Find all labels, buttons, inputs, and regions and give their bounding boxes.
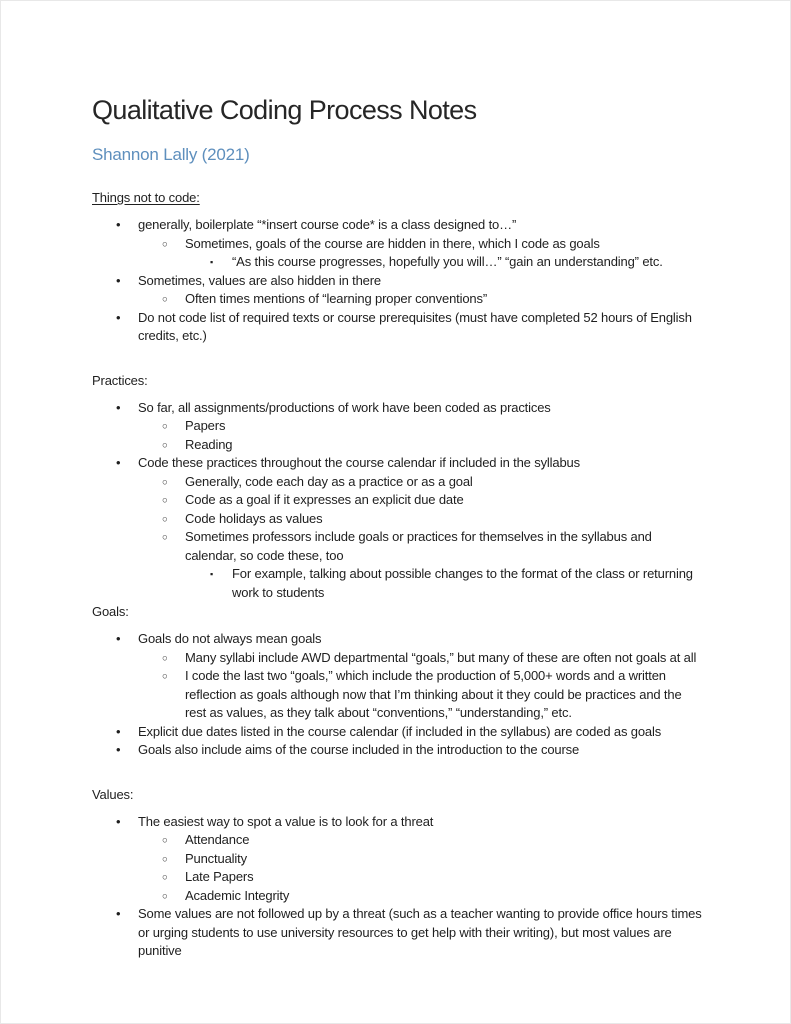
section-heading: Values: xyxy=(92,786,134,802)
list-item xyxy=(92,399,704,418)
section-heading: Goals: xyxy=(92,604,129,619)
list-item xyxy=(92,290,704,309)
list-item-text: For example, talking about possible changes to the format of the class or returning work to students xyxy=(232,566,693,600)
doc-section xyxy=(92,189,704,346)
list-item-text: Papers xyxy=(185,418,226,433)
bullet-disc-icon: • xyxy=(116,309,121,325)
list-item xyxy=(92,216,704,235)
bullet-circle-icon: ○ xyxy=(162,513,168,525)
bullet-disc-icon: • xyxy=(116,906,121,921)
bullet-circle-icon: ○ xyxy=(162,835,168,846)
list-item-text: Late Papers xyxy=(185,869,254,884)
doc-section xyxy=(92,786,704,961)
list-item-text: Code as a goal if it expresses an explicit due date xyxy=(185,492,464,507)
list-item-text: Punctuality xyxy=(185,850,247,866)
bullet-disc-icon: • xyxy=(116,272,121,288)
bullet-circle-icon: ○ xyxy=(162,238,168,250)
list-item xyxy=(92,905,704,961)
section-heading: Things not to code: xyxy=(92,190,200,205)
list-item xyxy=(92,473,704,492)
list-item-text: Some values are not followed up by a threat (such as a teacher wanting to provide office hours times or urging students to use university resources to get help with their writing), but most values are punitive xyxy=(138,906,702,958)
document-title: Qualitative Coding Process Notes xyxy=(92,95,477,125)
bullet-circle-icon: ○ xyxy=(162,853,168,865)
bullet-circle-icon: ○ xyxy=(162,439,168,451)
list-item xyxy=(92,309,704,346)
bullet-list xyxy=(92,630,704,760)
list-item-text: Often times mentions of “learning proper conventions” xyxy=(185,291,488,306)
list-item xyxy=(92,253,704,272)
doc-section xyxy=(92,603,704,760)
section-heading: Practices: xyxy=(92,372,148,388)
bullet-list xyxy=(92,399,704,603)
bullet-circle-icon: ○ xyxy=(162,890,168,902)
bullet-disc-icon: • xyxy=(116,455,121,470)
list-item xyxy=(92,868,704,887)
bullet-list xyxy=(92,216,704,346)
bullet-circle-icon: ○ xyxy=(162,532,168,543)
bullet-square-icon: ▪ xyxy=(210,257,214,267)
list-item-text: So far, all assignments/productions of work have been coded as practices xyxy=(138,399,551,415)
list-item-text: Academic Integrity xyxy=(185,887,290,903)
list-item-text: Do not code list of required texts or course prerequisites (must have completed 52 hours of English credits, etc.) xyxy=(138,309,692,343)
list-item-text: Reading xyxy=(185,436,233,452)
list-item xyxy=(92,649,704,668)
bullet-circle-icon: ○ xyxy=(162,421,168,432)
list-item-text: Sometimes professors include goals or practices for themselves in the syllabus and calendar, so code these, too xyxy=(185,529,652,563)
list-item-text: Code these practices throughout the course calendar if included in the syllabus xyxy=(138,455,580,470)
bullet-circle-icon: ○ xyxy=(162,872,168,883)
list-item xyxy=(92,454,704,473)
list-item xyxy=(92,272,704,291)
bullet-square-icon: ▪ xyxy=(210,569,214,579)
list-item-text: The easiest way to spot a value is to look for a threat xyxy=(138,813,434,829)
document-author: Shannon Lally (2021) xyxy=(92,145,250,164)
list-item xyxy=(92,887,704,906)
bullet-disc-icon: • xyxy=(116,217,121,232)
list-item xyxy=(92,436,704,455)
list-item xyxy=(92,741,704,760)
list-item-text: Explicit due dates listed in the course calendar (if included in the syllabus) are coded as goals xyxy=(138,723,662,739)
sections xyxy=(92,189,704,961)
list-item xyxy=(92,417,704,436)
list-item-text: Many syllabi include AWD departmental “goals,” but many of these are often not goals at all xyxy=(185,649,697,665)
bullet-list xyxy=(92,813,704,961)
list-item-text: Sometimes, values are also hidden in there xyxy=(138,272,382,288)
list-item xyxy=(92,565,704,602)
bullet-circle-icon: ○ xyxy=(162,294,168,305)
bullet-disc-icon: • xyxy=(116,723,121,739)
list-item xyxy=(92,630,704,649)
bullet-disc-icon: • xyxy=(116,813,121,829)
bullet-circle-icon: ○ xyxy=(162,671,168,682)
list-item-text: Goals also include aims of the course included in the introduction to the course xyxy=(138,742,580,757)
list-item xyxy=(92,831,704,850)
list-item-text: Sometimes, goals of the course are hidden in there, which I code as goals xyxy=(185,235,600,251)
bullet-disc-icon: • xyxy=(116,742,121,757)
list-item-text: Generally, code each day as a practice or as a goal xyxy=(185,473,473,489)
doc-section xyxy=(92,372,704,603)
list-item xyxy=(92,667,704,723)
list-item xyxy=(92,813,704,832)
bullet-circle-icon: ○ xyxy=(162,652,168,664)
list-item xyxy=(92,510,704,529)
list-item-text: Goals do not always mean goals xyxy=(138,631,322,646)
bullet-disc-icon: • xyxy=(116,631,121,646)
list-item xyxy=(92,850,704,869)
bullet-circle-icon: ○ xyxy=(162,495,168,506)
bullet-disc-icon: • xyxy=(116,399,121,415)
list-item-text: I code the last two “goals,” which include the production of 5,000+ words and a written reflection as goals although now that I’m thinking about it they could be practices and the rest as values, as they talk about “conventions,” “understanding,” etc. xyxy=(185,668,682,720)
list-item-text: Attendance xyxy=(185,832,250,847)
list-item xyxy=(92,491,704,510)
list-item xyxy=(92,235,704,254)
list-item-text: generally, boilerplate “*insert course code* is a class designed to…” xyxy=(138,217,517,232)
list-item-text: “As this course progresses, hopefully you will…” “gain an understanding” etc. xyxy=(232,254,663,269)
list-item-text: Code holidays as values xyxy=(185,510,323,526)
list-item xyxy=(92,528,704,565)
bullet-circle-icon: ○ xyxy=(162,476,168,488)
list-item xyxy=(92,723,704,742)
